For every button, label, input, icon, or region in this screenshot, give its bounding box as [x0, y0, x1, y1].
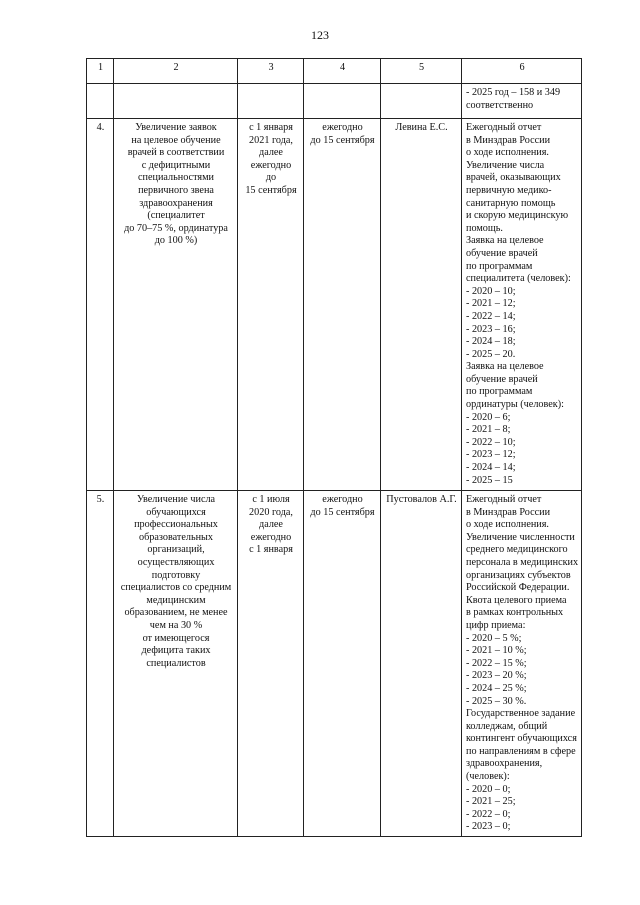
text-line: среднего медицинского	[466, 544, 568, 556]
text-line: - 2023 – 16;	[466, 323, 516, 335]
period-cell	[304, 119, 381, 491]
text-line: до 15 сентября	[310, 134, 375, 146]
text-line: обучение врачей	[466, 247, 538, 259]
text-line: контингент обучающихся	[466, 733, 577, 745]
text-line: от имеющегося	[142, 632, 210, 644]
text-line: - 2025 – 15	[466, 474, 513, 486]
text-line: профессиональных	[134, 519, 218, 531]
text-line: 2020 года,	[249, 506, 293, 518]
header-cell-5: 5	[381, 59, 462, 84]
text-line: до 70–75 %, ординатура	[124, 222, 228, 234]
text-line: Заявка на целевое	[466, 361, 544, 373]
text-line: на целевое обучение	[131, 134, 221, 146]
text-line: ординатуры (человек):	[466, 399, 564, 411]
text-line: специалитета (человек):	[466, 273, 571, 285]
result-cell	[462, 491, 582, 837]
text-line: 15 сентября	[245, 184, 297, 196]
text-line: врачей в соответствии	[127, 147, 225, 159]
period-cell	[304, 491, 381, 837]
measure-cell	[114, 119, 238, 491]
text-line: обучение врачей	[466, 373, 538, 385]
text-line: - 2020 – 10;	[466, 285, 516, 297]
text-line: организациях субъектов	[466, 569, 571, 581]
measures-table	[86, 58, 582, 837]
header-cell-1: 1	[87, 59, 114, 84]
header-cell-2: 2	[114, 59, 238, 84]
text-line: ежегодно	[250, 159, 292, 171]
text-line: здравоохранения	[139, 197, 213, 209]
text-line: - 2024 – 14;	[466, 462, 516, 474]
text-line: - 2022 – 10;	[466, 436, 516, 448]
text-line: до	[265, 172, 277, 184]
text-line: специалистов	[146, 657, 206, 669]
text-line: осуществляющих	[137, 556, 215, 568]
text-line: - 2020 – 6;	[466, 411, 511, 423]
text-line: (человек):	[466, 771, 510, 783]
text-line: по направлениям в сфере	[466, 745, 576, 757]
text-line: Увеличение численности	[466, 531, 575, 543]
text-line: - 2022 – 0;	[466, 808, 511, 820]
text-line: - 2021 – 25;	[466, 796, 516, 808]
text-line: о ходе исполнения.	[466, 519, 549, 531]
text-line: о ходе исполнения.	[466, 147, 549, 159]
text-line: ежегодно	[250, 531, 292, 543]
text-line: - 2022 – 15 %;	[466, 657, 527, 669]
text-line: образованием, не менее	[124, 607, 228, 619]
continuation-result-cell	[462, 84, 582, 119]
text-line: Квота целевого приема	[466, 594, 567, 606]
text-line: 2021 года,	[249, 134, 293, 146]
text-line: Увеличение числа	[466, 159, 545, 171]
text-line: - 2021 – 12;	[466, 298, 516, 310]
text-line: - 2025 – 30 %.	[466, 695, 527, 707]
text-line: - 2025 год – 158 и 349	[466, 87, 561, 98]
responsible-cell: Левина Е.С.	[381, 119, 462, 491]
text-line: до 15 сентября	[310, 506, 375, 518]
table-row	[87, 119, 582, 491]
text-line: в Минздрав России	[466, 506, 551, 518]
text-line: в рамках контрольных	[466, 607, 564, 619]
text-line: - 2023 – 0;	[466, 821, 511, 833]
text-line: и скорую медицинскую	[466, 210, 569, 222]
text-line: - 2023 – 12;	[466, 449, 516, 461]
text-line: - 2022 – 14;	[466, 310, 516, 322]
row-number: 5.	[87, 491, 114, 837]
text-line: медицинским	[146, 594, 206, 606]
text-line: первичную медико-	[466, 184, 552, 196]
text-line: организаций,	[147, 544, 205, 556]
text-line: персонала в медицинских	[466, 556, 579, 568]
page-number: 123	[311, 28, 329, 42]
text-line: Ежегодный отчет	[466, 122, 542, 133]
text-line: - 2024 – 18;	[466, 336, 516, 348]
text-line: ежегодно	[322, 494, 363, 505]
text-line: цифр приема:	[466, 619, 526, 631]
text-line: санитарную помощь	[466, 197, 556, 209]
table-header-row	[87, 59, 582, 84]
text-line: помощь.	[466, 222, 503, 234]
text-line: с 1 января	[249, 544, 293, 556]
measure-cell	[114, 491, 238, 837]
text-line: первичного звена	[138, 184, 214, 196]
text-line: - 2021 – 10 %;	[466, 645, 527, 657]
text-line: соответственно	[466, 99, 534, 111]
text-line: - 2023 – 20 %;	[466, 670, 527, 682]
result-cell	[462, 119, 582, 491]
text-line: с 1 января	[249, 122, 293, 133]
text-line: далее	[259, 519, 283, 531]
text-line: Государственное задание	[466, 708, 576, 720]
continuation-row	[87, 84, 582, 119]
text-line: чем на 30 %	[149, 619, 203, 631]
start-date-cell	[238, 491, 304, 837]
text-line: - 2024 – 25 %;	[466, 682, 527, 694]
text-line: Ежегодный отчет	[466, 494, 542, 505]
row-number: 4.	[87, 119, 114, 491]
text-line: - 2021 – 8;	[466, 424, 511, 436]
header-cell-6: 6	[462, 59, 582, 84]
text-line: в Минздрав России	[466, 134, 551, 146]
text-line: образовательных	[139, 531, 213, 543]
text-line: по программам	[466, 386, 533, 398]
text-line: - 2020 – 5 %;	[466, 632, 522, 644]
text-line: колледжам, общий	[466, 720, 548, 732]
text-line: здравоохранения,	[466, 758, 543, 770]
text-line: специальностями	[138, 172, 214, 184]
text-line: - 2020 – 0;	[466, 783, 511, 795]
text-line: ежегодно	[322, 122, 363, 133]
header-cell-3: 3	[238, 59, 304, 84]
text-line: Заявка на целевое	[466, 235, 544, 247]
header-cell-4: 4	[304, 59, 381, 84]
text-line: дефицита таких	[141, 645, 211, 657]
text-line: далее	[259, 147, 283, 159]
text-line: до 100 %)	[154, 235, 198, 247]
text-line: Увеличение числа	[136, 494, 216, 505]
text-line: специалистов со средним	[120, 582, 232, 594]
table-row	[87, 491, 582, 837]
text-line: Увеличение заявок	[135, 122, 217, 133]
text-line: - 2025 – 20.	[466, 348, 516, 360]
text-line: подготовку	[151, 569, 201, 581]
text-line: с дефицитными	[141, 159, 211, 171]
text-line: (специалитет	[147, 210, 205, 222]
start-date-cell	[238, 119, 304, 491]
responsible-cell: Пустовалов А.Г.	[381, 491, 462, 837]
text-line: по программам	[466, 260, 533, 272]
text-line: с 1 июля	[252, 494, 290, 505]
text-line: обучающихся	[146, 506, 206, 518]
text-line: Российской Федерации.	[466, 582, 570, 594]
text-line: врачей, оказывающих	[466, 172, 561, 184]
